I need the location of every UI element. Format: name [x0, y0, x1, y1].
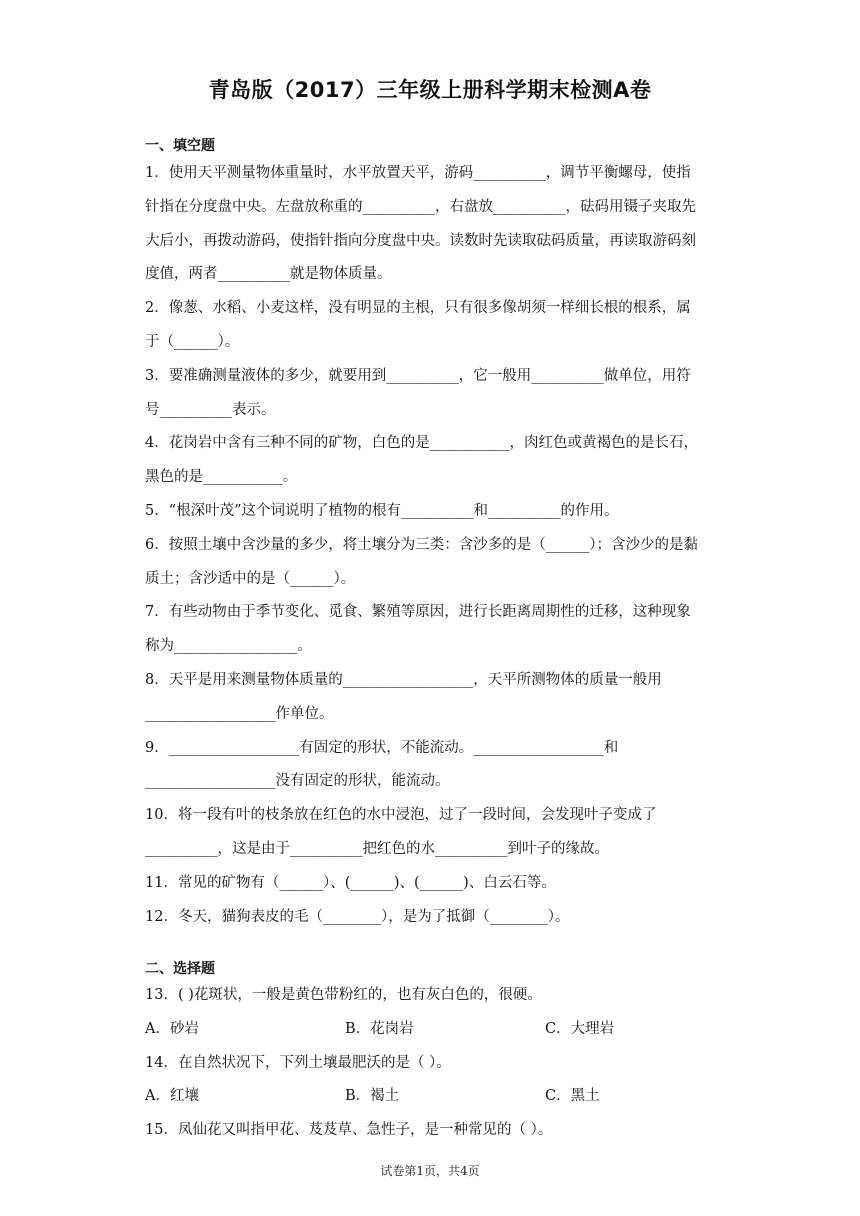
- text-line: 质土；含沙适中的是（______）。: [145, 570, 356, 587]
- text-line: 10．将一段有叶的枝条放在红色的水中浸泡，过了一段时间，会发现叶子变成了: [145, 807, 657, 824]
- text-line: 称为_________________。: [145, 638, 312, 655]
- text-line: 2．像葱、水稻、小麦这样，没有明显的主根，只有很多像胡须一样细长根的根系，属: [145, 300, 691, 317]
- text-line: 针指在分度盘中央。左盘放称重的__________，右盘放__________，砝码用镊子夹取先: [145, 198, 696, 215]
- section-heading-choice: 二、选择题: [145, 961, 215, 977]
- text-line: 于（______）。: [145, 333, 240, 350]
- option-b: B．花岗岩: [345, 1020, 414, 1037]
- text-line: 5．“根深叶茂”这个词说明了植物的根有__________和__________的作用。: [145, 502, 619, 519]
- text-line: 黑色的是___________。: [145, 469, 298, 486]
- section-heading-fill: 一、填空题: [145, 138, 215, 154]
- option-b: B．褐土: [345, 1088, 400, 1105]
- page-title: 青岛版（2017）三年级上册科学期末检测A卷: [208, 78, 652, 102]
- text-line: __________________没有固定的形状，能流动。: [145, 773, 450, 790]
- choice-questions: [145, 979, 720, 1148]
- question-15: 15．凤仙花又叫指甲花、芨芨草、急性子，是一种常见的（ ）。: [145, 1122, 553, 1139]
- question-14: 14．在自然状况下，下列土壤最肥沃的是（ ）。: [145, 1054, 451, 1071]
- text-line: 1．使用天平测量物体重量时，水平放置天平，游码__________，调节平衡螺母，使指: [145, 165, 691, 181]
- option-a: A．红壤: [145, 1088, 199, 1105]
- question-13: 13．( )花斑状，一般是黄色带粉红的，也有灰白色的，很硬。: [145, 987, 542, 1003]
- page-footer: 试卷第1页，共4页: [380, 1164, 480, 1178]
- text-line: __________________作单位。: [145, 705, 334, 722]
- options-14: [145, 1080, 720, 1114]
- option-c: C．大理岩: [545, 1020, 615, 1037]
- options-13: [145, 1013, 720, 1047]
- text-line: 4．花岗岩中含有三种不同的矿物，白色的是___________，肉红色或黄褐色的是长石，: [145, 435, 698, 452]
- text-line: 9．__________________有固定的形状，不能流动。__________________和: [145, 739, 619, 756]
- text-line: __________，这是由于__________把红色的水__________到叶子的缘故。: [145, 840, 609, 857]
- text-line: 6．按照土壤中含沙量的多少，将土壤分为三类：含沙多的是（______）；含沙少的是黏: [145, 536, 698, 553]
- text-line: 7．有些动物由于季节变化、觅食、繁殖等原因，进行长距离周期性的迁移，这种现象: [145, 604, 691, 621]
- text-line: 8．天平是用来测量物体质量的__________________，天平所测物体的质量一般用: [145, 671, 662, 688]
- text-line: 3．要准确测量液体的多少，就要用到__________，它一般用__________做单位，用符: [145, 367, 691, 384]
- text-line: 12．冬天，猫狗表皮的毛（________），是为了抵御（________）。: [145, 908, 570, 925]
- text-line: 度值，两者__________就是物体质量。: [145, 266, 392, 283]
- text-line: 号__________表示。: [145, 401, 276, 418]
- fill-questions: [145, 157, 720, 934]
- option-c: C．黑土: [545, 1088, 600, 1105]
- text-line: 大后小，再拨动游码，使指针指向分度盘中央。读数时先读取砝码质量，再读取游码刻: [145, 232, 696, 249]
- option-a: A．砂岩: [145, 1020, 199, 1037]
- text-line: 11．常见的矿物有（______）、(______)、(______)、白云石等。: [145, 874, 556, 891]
